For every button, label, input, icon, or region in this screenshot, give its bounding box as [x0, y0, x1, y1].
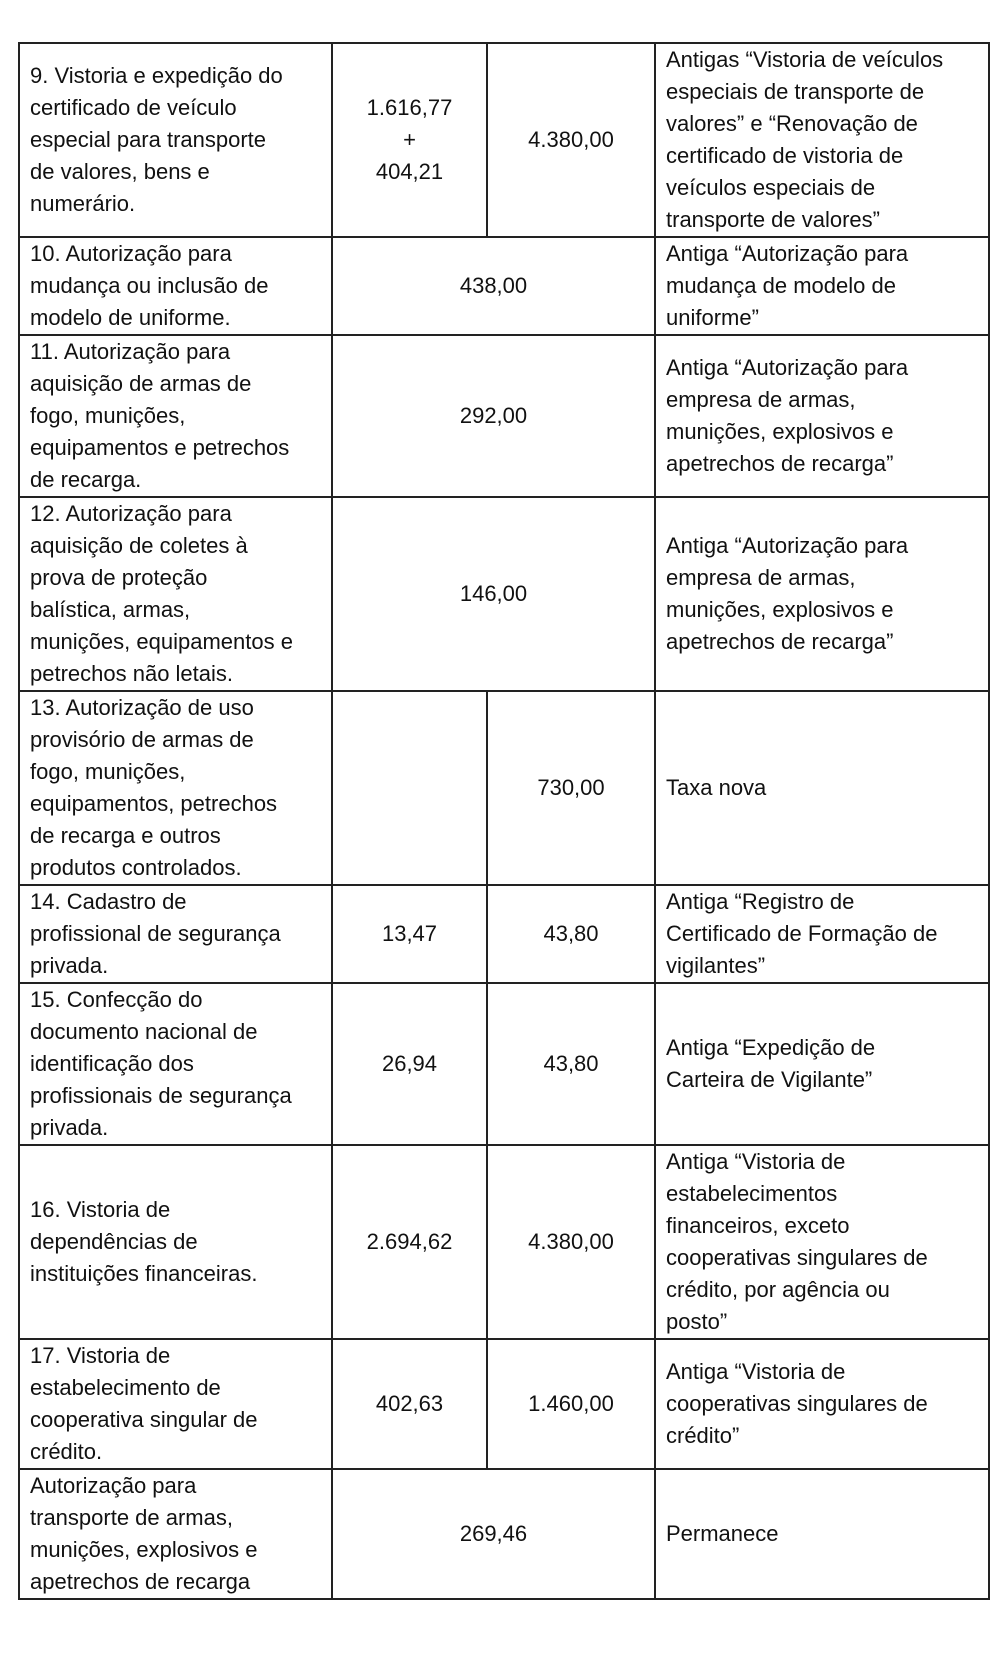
fee-note: Antiga “Registro de Certificado de Formação de vigilantes” [655, 885, 989, 983]
table-row [19, 1469, 989, 1599]
fee-table-container [18, 42, 988, 1600]
new-fee-value: 730,00 [487, 691, 655, 885]
fee-value: 292,00 [332, 335, 655, 497]
table-row [19, 691, 989, 885]
fee-note: Antiga “Autorização para empresa de armas, munições, explosivos e apetrechos de recarga” [655, 335, 989, 497]
old-fee-value: 1.616,77 + 404,21 [332, 43, 487, 237]
new-fee-value: 4.380,00 [487, 43, 655, 237]
service-description: 9. Vistoria e expedição do certificado de veículo especial para transporte de valores, bens e numerário. [19, 43, 332, 237]
fee-note: Antiga “Expedição de Carteira de Vigilante” [655, 983, 989, 1145]
service-description: 15. Confecção do documento nacional de identificação dos profissionais de segurança privada. [19, 983, 332, 1145]
old-fee-value [332, 691, 487, 885]
service-description: Autorização para transporte de armas, munições, explosivos e apetrechos de recarga [19, 1469, 332, 1599]
table-row [19, 885, 989, 983]
new-fee-value: 43,80 [487, 983, 655, 1145]
service-description: 12. Autorização para aquisição de coletes à prova de proteção balística, armas, munições, equipamentos e petrechos não letais. [19, 497, 332, 691]
old-fee-value: 26,94 [332, 983, 487, 1145]
fee-note: Antiga “Autorização para empresa de armas, munições, explosivos e apetrechos de recarga” [655, 497, 989, 691]
fee-note: Antigas “Vistoria de veículos especiais de transporte de valores” e “Renovação de certificado de vistoria de veículos especiais de transporte de valores” [655, 43, 989, 237]
fee-value: 269,46 [332, 1469, 655, 1599]
table-row [19, 983, 989, 1145]
table-row [19, 43, 989, 237]
new-fee-value: 1.460,00 [487, 1339, 655, 1469]
service-description: 14. Cadastro de profissional de segurança privada. [19, 885, 332, 983]
fee-value: 438,00 [332, 237, 655, 335]
new-fee-value: 4.380,00 [487, 1145, 655, 1339]
fee-value: 146,00 [332, 497, 655, 691]
new-fee-value: 43,80 [487, 885, 655, 983]
table-row [19, 237, 989, 335]
service-description: 10. Autorização para mudança ou inclusão de modelo de uniforme. [19, 237, 332, 335]
fee-note: Antiga “Autorização para mudança de modelo de uniforme” [655, 237, 989, 335]
fee-table [18, 42, 990, 1600]
service-description: 17. Vistoria de estabelecimento de cooperativa singular de crédito. [19, 1339, 332, 1469]
service-description: 16. Vistoria de dependências de instituições financeiras. [19, 1145, 332, 1339]
table-row [19, 1145, 989, 1339]
fee-note: Taxa nova [655, 691, 989, 885]
fee-note: Permanece [655, 1469, 989, 1599]
fee-note: Antiga “Vistoria de cooperativas singulares de crédito” [655, 1339, 989, 1469]
service-description: 11. Autorização para aquisição de armas de fogo, munições, equipamentos e petrechos de recarga. [19, 335, 332, 497]
service-description: 13. Autorização de uso provisório de armas de fogo, munições, equipamentos, petrechos de recarga e outros produtos controlados. [19, 691, 332, 885]
old-fee-value: 13,47 [332, 885, 487, 983]
fee-note: Antiga “Vistoria de estabelecimentos financeiros, exceto cooperativas singulares de crédito, por agência ou posto” [655, 1145, 989, 1339]
table-row [19, 1339, 989, 1469]
old-fee-value: 402,63 [332, 1339, 487, 1469]
old-fee-value: 2.694,62 [332, 1145, 487, 1339]
table-row [19, 497, 989, 691]
table-row [19, 335, 989, 497]
